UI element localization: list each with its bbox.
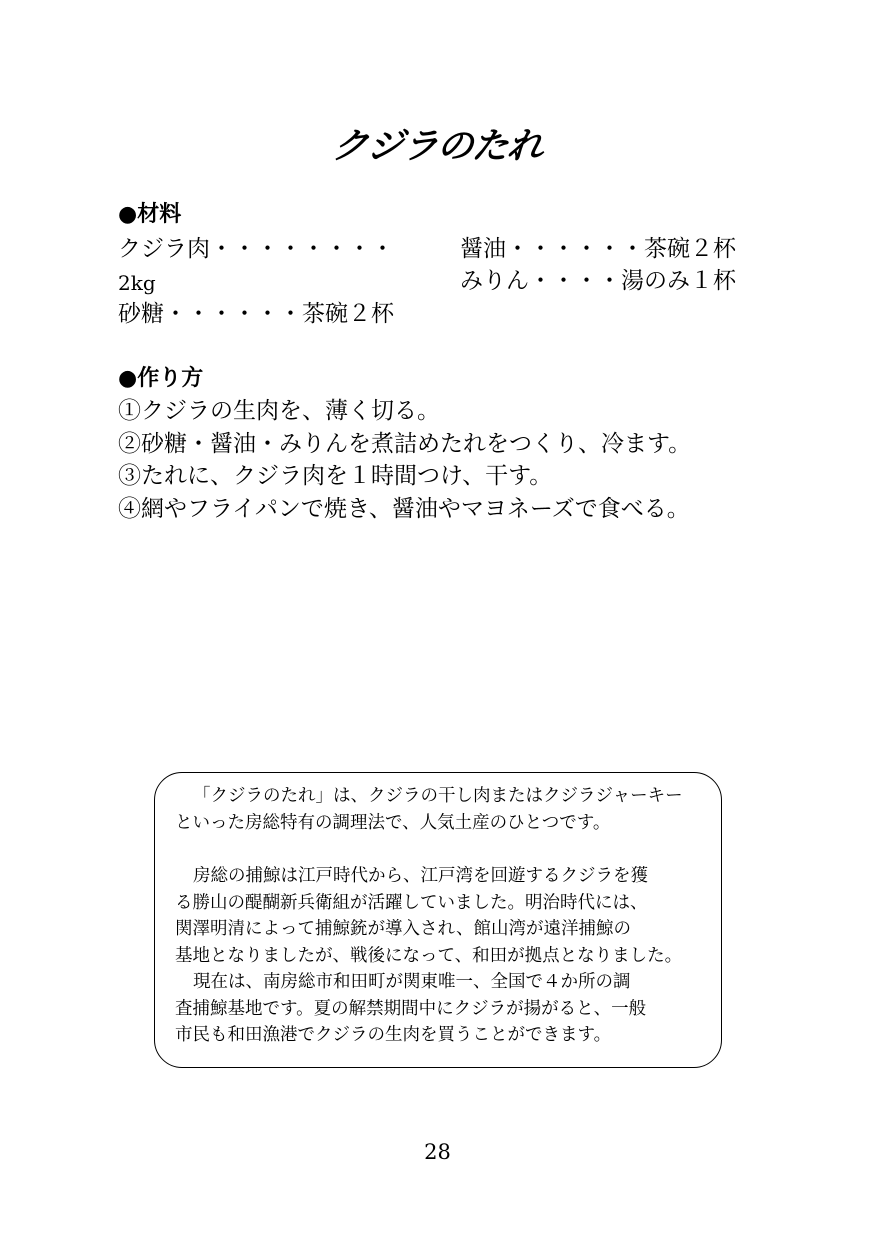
- method-step: ④網やフライパンで焼き、醤油やマヨネーズで食べる。: [118, 496, 690, 522]
- ingredients-heading: ●材料: [118, 202, 182, 227]
- note-line: 基地となりましたが、戦後になって、和田が拠点となりました。: [175, 946, 683, 966]
- note-line: 査捕鯨基地です。夏の解禁期間中にクジラが揚がると、一般: [175, 999, 647, 1019]
- method-step: ②砂糖・醤油・みりんを煮詰めたれをつくり、冷ます。: [118, 431, 692, 457]
- ingredient-name: 醤油・・・・・・: [460, 236, 644, 262]
- ingredient-name: みりん・・・・: [460, 268, 621, 294]
- ingredient-name: 砂糖・・・・・・: [118, 301, 302, 327]
- ingredient-amount: 茶碗２杯: [644, 236, 736, 262]
- ingredient-row: [460, 233, 736, 265]
- ingredient-row: [118, 298, 394, 330]
- note-box: [154, 772, 722, 1068]
- ingredient-amount: 2kg: [118, 271, 156, 295]
- note-line: る勝山の醍醐新兵衛組が活躍していました。明治時代には、: [175, 893, 648, 913]
- method-heading: ●作り方: [118, 366, 204, 391]
- page-title: クジラのたれ: [330, 126, 545, 167]
- note-line: といった房総特有の調理法で、人気土産のひとつです。: [175, 813, 611, 833]
- method-step: ①クジラの生肉を、薄く切る。: [118, 398, 440, 424]
- note-line: 関澤明清によって捕鯨銃が導入され、館山湾が遠洋捕鯨の: [175, 919, 632, 939]
- page-number: 28: [424, 1140, 451, 1164]
- note-line: 「クジラのたれ」は、クジラの干し肉またはクジラジャーキー: [193, 786, 683, 806]
- note-line: 房総の捕鯨は江戸時代から、江戸湾を回遊するクジラを獲: [193, 866, 648, 886]
- method-step: ③たれに、クジラ肉を１時間つけ、干す。: [118, 463, 553, 489]
- note-line: 市民も和田漁港でクジラの生肉を買うことができます。: [175, 1025, 612, 1045]
- ingredient-amount: 茶碗２杯: [302, 301, 394, 327]
- note-line: 現在は、南房総市和田町が関東唯一、全国で４か所の調: [193, 972, 631, 992]
- ingredient-name: クジラ肉・・・・・・・・: [118, 236, 394, 262]
- ingredient-row: [460, 265, 736, 297]
- ingredient-amount: 湯のみ１杯: [621, 268, 736, 294]
